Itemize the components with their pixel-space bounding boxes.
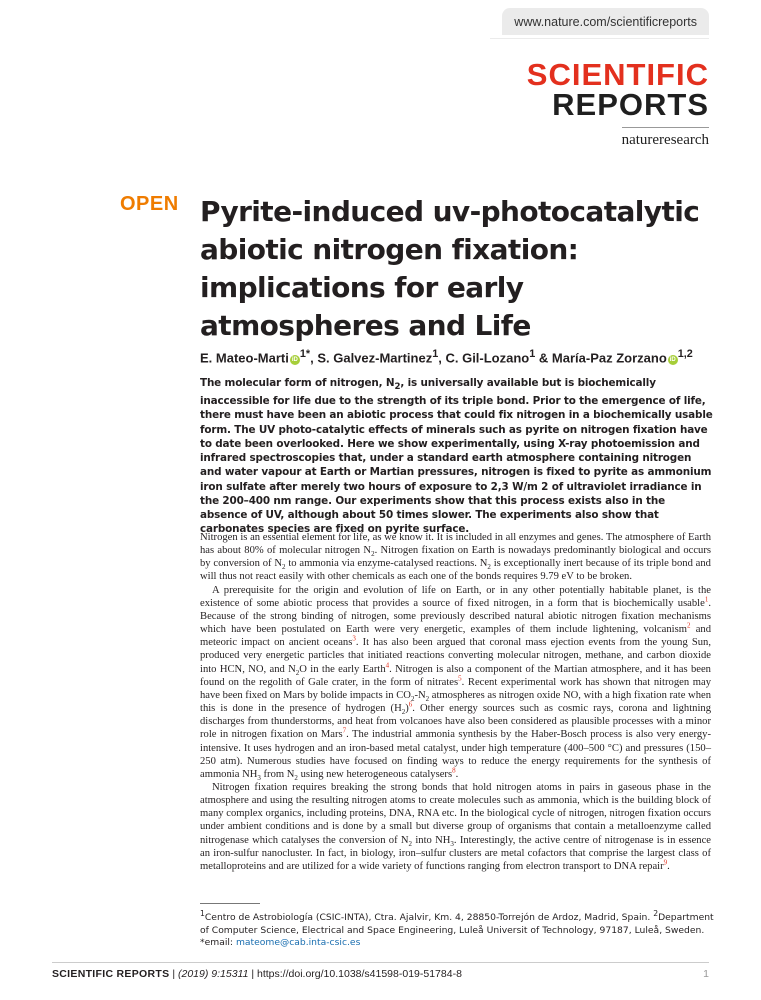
paragraph-text: . It has also been argued that coronal mass ejection events from the young Sun, produced very energetic particles that initiated reactions converting molecular nitrogen, methane, and carbon dioxide into HCN, NO, and N	[200, 637, 711, 675]
paragraph-text: from N	[260, 768, 295, 780]
affiliations-footnote	[200, 908, 715, 950]
author-list	[200, 348, 720, 365]
chemical-subscript: 2	[282, 563, 286, 572]
citation-reference[interactable]: 5	[458, 674, 462, 683]
footer-journal: SCIENTIFIC REPORTS	[52, 968, 170, 980]
footer-doi[interactable]: | https://doi.org/10.1038/s41598-019-51784-8	[248, 968, 462, 980]
citation-reference[interactable]: 3	[352, 634, 356, 643]
chemical-subscript: 3	[257, 773, 261, 782]
footnote-marker: 1	[200, 909, 205, 918]
page-footer	[52, 968, 709, 980]
paragraph-text: A prerequisite for the origin and evolution of life on Earth, or in any other potentially habitable planet, is the existence of some abiotic process that provides a source of fixed nitrogen, in a form that is biochemically usable	[200, 584, 711, 609]
paragraph-text: -N	[414, 689, 426, 701]
chemical-subscript: 2	[487, 563, 491, 572]
logo-reports: REPORTS	[552, 87, 709, 122]
paragraph-text: . Recent experimental work has shown that nitrogen may have been fixed on Mars by bolide impacts in CO	[200, 676, 711, 701]
paragraph-text: O in the early Earth	[299, 663, 386, 675]
paragraph-text: . Interestingly, the active centre of nitrogenase is in essence an iron-sulfur nanocluster. In fact, in biology, iron–sulfur clusters are metal cofactors that comprise the largest class of metalloproteins and are utilized for a wide variety of functions ranging from electron transport to DNA repair	[200, 834, 712, 872]
journal-logo	[526, 57, 709, 149]
footnote-marker: 2	[653, 909, 659, 918]
paragraph-text: . Because of the strong binding of nitrogen, some previously described natural abiotic nitrogen fixation mechanisms which have been postulated on Earth were very energetic, examples of them include lightening, volcanism	[200, 597, 711, 636]
footer-separator: |	[169, 968, 178, 980]
paragraph-text: and meteoric impact on ancient oceans	[200, 624, 711, 649]
paragraph-text: is exceptionally inert because of its triple bond and will thus not react easily with other chemicals as each one of the bonds requires 9.79 eV to be broken.	[200, 558, 711, 583]
paragraph-text: . Nitrogen fixation on Earth is nowadays predominantly biological and occurs by conversion of N	[200, 545, 711, 570]
author-affiliation: 1,2	[677, 348, 693, 360]
publisher-logo: natureresearch	[622, 127, 709, 149]
chemical-subscript: 2	[294, 773, 298, 782]
paragraph-text: )	[405, 703, 409, 715]
paragraph-text: .	[667, 860, 670, 872]
citation-reference[interactable]: 6	[408, 700, 413, 709]
citation-reference[interactable]: 1	[704, 595, 709, 604]
abstract-subscript: 2	[394, 382, 401, 393]
author-affiliation: 1	[432, 348, 439, 360]
paragraph-text: .	[455, 768, 459, 780]
article-title: Pyrite-induced uv-photocatalytic abiotic nitrogen fixation: implications for early atmospheres and Life	[200, 195, 700, 342]
footer-divider	[52, 962, 709, 963]
paragraph-text: . The industrial ammonia synthesis by the Haber-Bosch process is also very energy-intensive. It uses hydrogen and an iron-based metal catalyst, under high temperature (400–500 °C) and pressures (150–250 atm). Numerous studies have focused on finding ways to reduce the energy requirements for the synthesis of ammonia NH	[200, 729, 711, 780]
chemical-subscript: 2	[371, 550, 375, 559]
paragraph-text: Nitrogen is an essential element for life, as we know it. It is included in all enzymes and genes. The atmosphere of Earth has about 80% of molecular nitrogen N	[200, 532, 711, 557]
email-link[interactable]: mateome@cab.inta-csic.es	[235, 937, 361, 949]
chemical-subscript: 2	[401, 708, 406, 717]
author-affiliation: 1	[529, 348, 536, 360]
chemical-subscript: 2	[425, 694, 430, 703]
author-name[interactable]: María-Paz Zorzano	[551, 350, 667, 366]
citation-reference[interactable]: 8	[452, 766, 456, 775]
paragraph	[200, 531, 711, 584]
paragraph-text: . Other energy sources such as cosmic rays, corona and lightning discharges from thunderstorms, and heat from volcanoes have also been considered as plausible processes with a minor role in nitrogen fixation on Mars	[200, 703, 711, 741]
abstract-text: The molecular form of nitrogen, N	[200, 377, 395, 389]
paragraph-text: Nitrogen fixation requires breaking the strong bonds that hold nitrogen atoms in pairs in gaseous phase in the atmosphere and using the resulting nitrogen atoms to create molecules such as ammonia, which is the building block of many complex organics, including proteins, DNA, RNA etc. In the biological cycle of nitrogen, nitrogen fixation occurs under ambient conditions and is done by a small but diverse group of organisms that contain a metalloenzyme called nitrogenase which catalyses the conversion of N	[200, 781, 711, 846]
paragraph-text: into NH	[412, 834, 451, 846]
chemical-subscript: 2	[410, 694, 415, 703]
logo-scientific: SCIENTIFIC	[526, 57, 709, 92]
page-number: 1	[703, 968, 709, 980]
citation-reference[interactable]: 2	[686, 621, 691, 630]
header-rule	[490, 38, 709, 39]
abstract-text: , is universally available but is biochemically inaccessible for life due to the strength of its triple bond. Prior to the emergence of life, there must have been an abiotic process that could fix nitrogen in a biochemically usable form. The UV photo-catalytic effects of minerals such as pyrite on nitrogen fixation have to date been overlooked. Here we show experimentally, using X-ray photoemission and infrared spectroscopies that, under a standard earth atmosphere containing nitrogen and water vapour at Earth or Martian pressures, nitrogen is fixed to pyrite as ammonium iron sulfate after merely two hours of exposure to 2,3 W/m 2 of ultraviolet irradiance in the 200–400 nm range. Our experiments show that this process exists also in the absence of UV, although about 50 times slower. The experiments also show that carbonates species are fixed on pyrite surface.	[200, 377, 713, 536]
citation-reference[interactable]: 4	[385, 661, 390, 670]
author-separator: ,	[310, 350, 318, 366]
author-name[interactable]: S. Galvez-Martinez	[317, 350, 433, 366]
affiliation-text: Centro de Astrobiología (CSIC-INTA), Ctra. Ajalvir, Km. 4, 28850-Torrejón de Ardoz, Madrid, Spain.	[204, 912, 654, 924]
footer-citation: (2019) 9:15311	[177, 968, 249, 980]
paragraph	[200, 781, 711, 873]
chemical-subscript: 2	[295, 668, 300, 677]
open-access-label: OPEN	[120, 193, 179, 215]
paragraph-text: using new heterogeneous catalysers	[297, 768, 453, 780]
footnote-divider	[200, 903, 260, 904]
author-affiliation: 1*	[299, 348, 311, 360]
paragraph-text: . Nitrogen is also a component of the Martian atmosphere, and it has been found on the regolith of Gale crater, in the form of nitrates	[200, 663, 711, 688]
author-name[interactable]: C. Gil-Lozano	[445, 350, 530, 366]
abstract	[200, 376, 715, 536]
orcid-icon[interactable]: iD	[291, 357, 298, 364]
body-text	[200, 531, 711, 873]
paragraph-text: atmospheres as nitrogen oxide NO, with a high fixation rate when this is done in the presence of hydrogen (H	[200, 689, 711, 715]
chemical-subscript: 2	[408, 839, 413, 848]
citation-reference[interactable]: 7	[342, 726, 347, 735]
chemical-subscript: 3	[450, 839, 454, 848]
author-name[interactable]: E. Mateo-Marti	[200, 350, 289, 366]
orcid-icon[interactable]: iD	[669, 357, 676, 364]
affiliation-text: Department of Computer Science, Electrical and Space Engineering, Luleå Universit of Technology, 97187, Luleå, Sweden. *email:	[200, 912, 714, 949]
author-separator: ,	[438, 350, 446, 366]
journal-url[interactable]: www.nature.com/scientificreports	[514, 15, 697, 29]
citation-reference[interactable]: 9	[663, 858, 668, 867]
author-separator: &	[535, 350, 552, 366]
journal-url-tab[interactable]	[502, 8, 709, 35]
paragraph	[200, 584, 711, 781]
paragraph-text: to ammonia via enzyme-catalysed reactions. N	[285, 558, 488, 570]
